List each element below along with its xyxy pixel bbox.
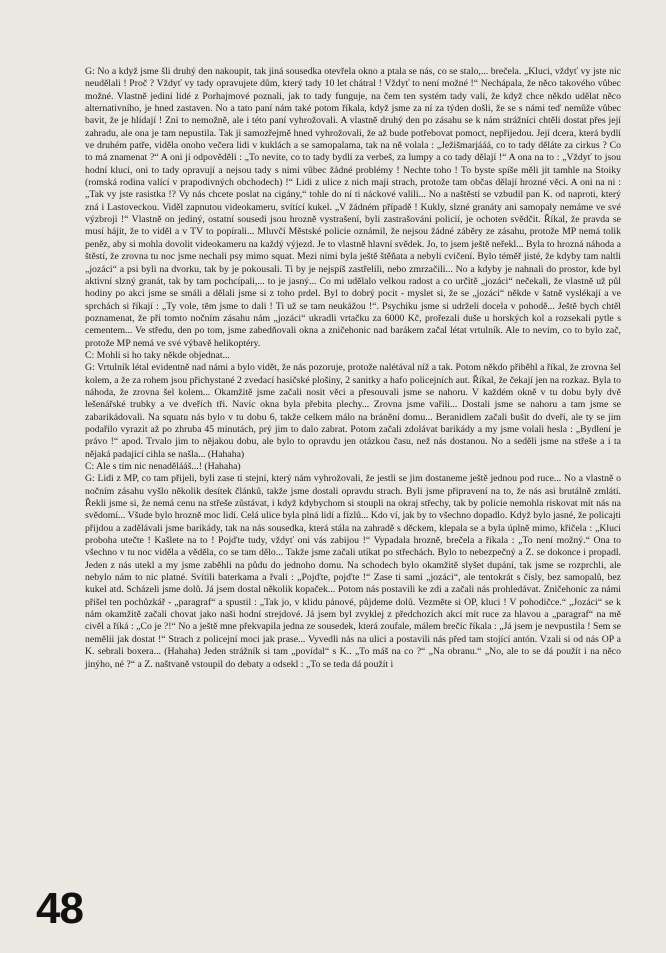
body-text: [85, 66, 621, 671]
paragraph: C: Mohli si ho taky někde objednat...: [85, 349, 230, 361]
paragraph: G: Vrtulník létal evidentně nad námi a bylo vidět, že nás pozoruje, protože nalétával níž a tak. Potom někdo přiběhl a říkal, že zrovna šel kolem, a že za rohem jsou přichystané 2 zvedací hasičské plošiny, 2 sanitky a hafo policejních aut. Říkal, že čekají jen na rozkaz. Byla to náhoda, že zrovna šel kolem... Okamžitě jsme začali nosit věci a přesouvali jsme se nahoru. V každém okně v tu dobu byly dvě lešenářské trubky a ve dveřích tři. Navíc okna byla přebita plechy... Zrovna jsme vařili... Dostali jsme se nahoru a tam jsme se zabarikádovali. Na squatu nás bylo v tu dobu 6, takže celkem málo na bránění domu... Beranidlem začali bušit do dveří, ale ty se jim podařilo vyrazit až po zhruba 45 minutách, prý jim to dalo zabrat. Potom začali zdolávat barikády a my jsme volali hesla : „Bydlení je právo !“ apod. Trvalo jim to nějakou dobu, ale bylo to opravdu jen otázkou času, než nás dostanou. No a seděli jsme na střeše a i ta nějaká padající cihla se našla... (Hahaha): [85, 362, 621, 460]
paragraph: C: Ale s tím nic nenadělááš...! (Hahaha): [85, 461, 241, 472]
paragraph: G: Lidi z MP, co tam přijeli, byli zase ti stejní, který nám vyhrožovali, že jestli se jim dostaneme ještě jednou pod ruce... No a vlastně o nočním zásahu vyšlo několik desítek článků, takže jsme dostali opravdu strach. Byli jsme připravení na to, že nás asi brutálně zmlátí. Řekli jsme si, že nemá cenu na střeše zůstávat, i když kdybychom si stoupli na okraj střechy, tak by policie nemohla riskovat mít nás na svědomí... Všude bylo hrozně moc lidí. Celá ulice byla plná lidí a fízlů... Kdo ví, jak by to všechno dopadlo. Když bylo jasné, že policajti přijdou a zadělávali jsme barikády, tak na nás sousedka, která stála na zahradě s děckem, klepala se a byla úplně mimo, křičela : „Kluci proboha utečte ! Kašlete na to ! Pojďte tudy, vždyť oni vás zabijou !“ Vypadala hrozně, brečela a říkala : „To není možný.“ Ona to všechno v tu noc viděla a věděla, co se tam dělo... Takže jsme začali utíkat po střechách. Bylo to nebezpečný a Z. se dokonce i propadl. Jeden z nás utekl a my jsme zaběhli na půdu do jednoho domu. Na schodech bylo okamžitě slyšet dupání, tak jsme se rozprchli, ale nebylo nám to nic platné. Svítili baterkama a řvali : „Pojďte, pojďte !“ Zase ti samí „jozáci“, ale tentokrát s čísly, bez samopalů, bez kukel atd. Scházeli jsme dolů. Já jsem dostal několik kopaček... Potom nás postavili ke zdi a začali nás prohledávat. Zničehonic za námi přišel ten pochůzkář - „paragraf“ a spustil : „Tak jo, v klidu pánové, půjdeme dolů. Vezměte si OP, kluci ! V pohodičce.“ „Jozáci“ se k nám okamžitě začali chovat jako naši hodní strejdové. Já jsem byl zvyklej z předchozích akcí mít ruce za hlavou a „paragraf“ na mě civěl a říká : „Co je ?!“ No a ještě mne překvapila jedna ze sousedek, která zoufale, málem brečíc říkala : „Já jsem je nevpustila ! Sem se nemělii jak dostat !“ Strach z policejní moci jak prase... Vyvedli nás na ulici a postavili nás před tam stojící antón. Vzali si od nás OP a K. sebrali boxera... (Hahaha) Jeden strážník si tam „povídal“ s K.. „To máš na co ?“ „Na obranu.“ „No, ale to se dá použít i na něco jinýho, né ?“ a Z. naštvaně vstoupil do debaty a odsekl : „To se teda dá použít i: [85, 473, 621, 670]
page-number: 48: [36, 884, 83, 933]
paragraph: G: No a když jsme šli druhý den nakoupit, tak jiná sousedka otevřela okno a ptala se nás, co se stalo,... brečela. „Kluci, vždyť vy jste nic neudělali ! Proč ? Vždyť vy tady opravujete dům, který tady 10 let chátral ! Vždyť to není možné !“ Nechápala, že něco takového vůbec možné. Vlastně jediní lidé z Porhajmové poznali, jak to tady funguje, na čem ten systém tady valí, že když chce někdo udělat něco alternativního, je hned zastaven. No a tato paní nám také potom říkala, když jsme za ní za týden došli, že se s námi teď nemůže vůbec bavit, že je hlídají ! Zni to nemožně, ale i této paní vyhrožovali. A vlastně druhý den po zásahu se k nám strážníci chtěli dostat přes její zahradu, ale ona je tam nepustila. Tak ji samozřejmě hned vyhrožovali, že až bude potřebovat pomoct, nepřijedou. Její dcera, která bydlí ve druhém patře, viděla onoho večera lidi v kuklách a se samopalama, tak na ně volala : „Ježišmarjááá, co to tady děláte za cirkus ? Co to má znamenat ?“ A oni jí odpověděli : „To nevíte, co to tady bydlí za verbeš, za lumpy a co tady dělají !“ A ona na to : „Vždyť to jsou hodní kluci, oni to tady opravují a nejsou tady s nimi vůbec žádné problémy ! Nechte toho ! To byste spíše měli jít tamhle na Stoiky (romská rodina valící v prapodivných obchodech) !“ Lidi z ulice z nich mají strach, protože tam občas dělají hrozné věci. A oni na ni : „Tak vy jste rasistka !? Vy nás chcete poslat na cigány,“ tohle do ní ti náckové valili... No a naštěstí se vzbudil pan K. od naproti, který zná i Lastoveckou. Viděl zapnutou videokameru, svítící kukel. „V žádném případě ! Kukly, slzné granáty ani samopaly nemáme ve své výzbroji !“ Vlastně on jediný, ostatní sousedi jsou hrozně vystrašení, byli zastrašováni policií, je ochoten svědčit. Říkal, že pravda se musí hájit, že to viděl a v TV to popírali... Mluvčí Městské policie oznámil, že nejsou žádné záběry ze zásahu, protože MP nemá tolik peněz, aby si mohla dovolit videokameru na každý výjezd. Je to vlastně hlavní svědek. Jo, to jsem ještě neřekl... Byla to hrozná náhoda a štěstí, že zrovna tu noc jsme nechali psy mimo squat. Mezi nimi byla ještě štěňata a nebyli cvičení. Bylo téměř jisté, že kdyby tam naltli „jozáci“ a psi byli na dvorku, tak by je pokousali. Ti by je nejspíš zastřelili, nebo zmrzačili... No a kdyby je nahnali do prostor, kde byl aktivní slzný granát, tak by tam pochcípali,... to je jasný... Co mi udělalo velkou radost a co určitě „jozáci“ nečekali, že vlastně už půl hodiny po akci jsme se smáli a dělali jsme si z toho prdel. Byl to dobrý pocit - myslet si, že se „jozáci“ někde v šatně vyslékají a ve sprchách si říkají : „Ty vole, těm jsme to dali ! Ti už se tam neukážou !“. Psychiku jsme si udrželi docela v pohodě... Ještě bych chtěl poznamenat, že při tomto nočním zásahu nám „jozáci“ ukradli vrtačku za 6000 Kč, prořezali duše u horských kol a rozsekali pytle s cementem... Ve středu, den po tom, jsme zabedňovali okna a zničehonic nad barákem začal létat vrtulník. Ale to nevím, co to bylo zač, protože MP nemá ve své výbavě helikoptéry.: [85, 66, 621, 349]
